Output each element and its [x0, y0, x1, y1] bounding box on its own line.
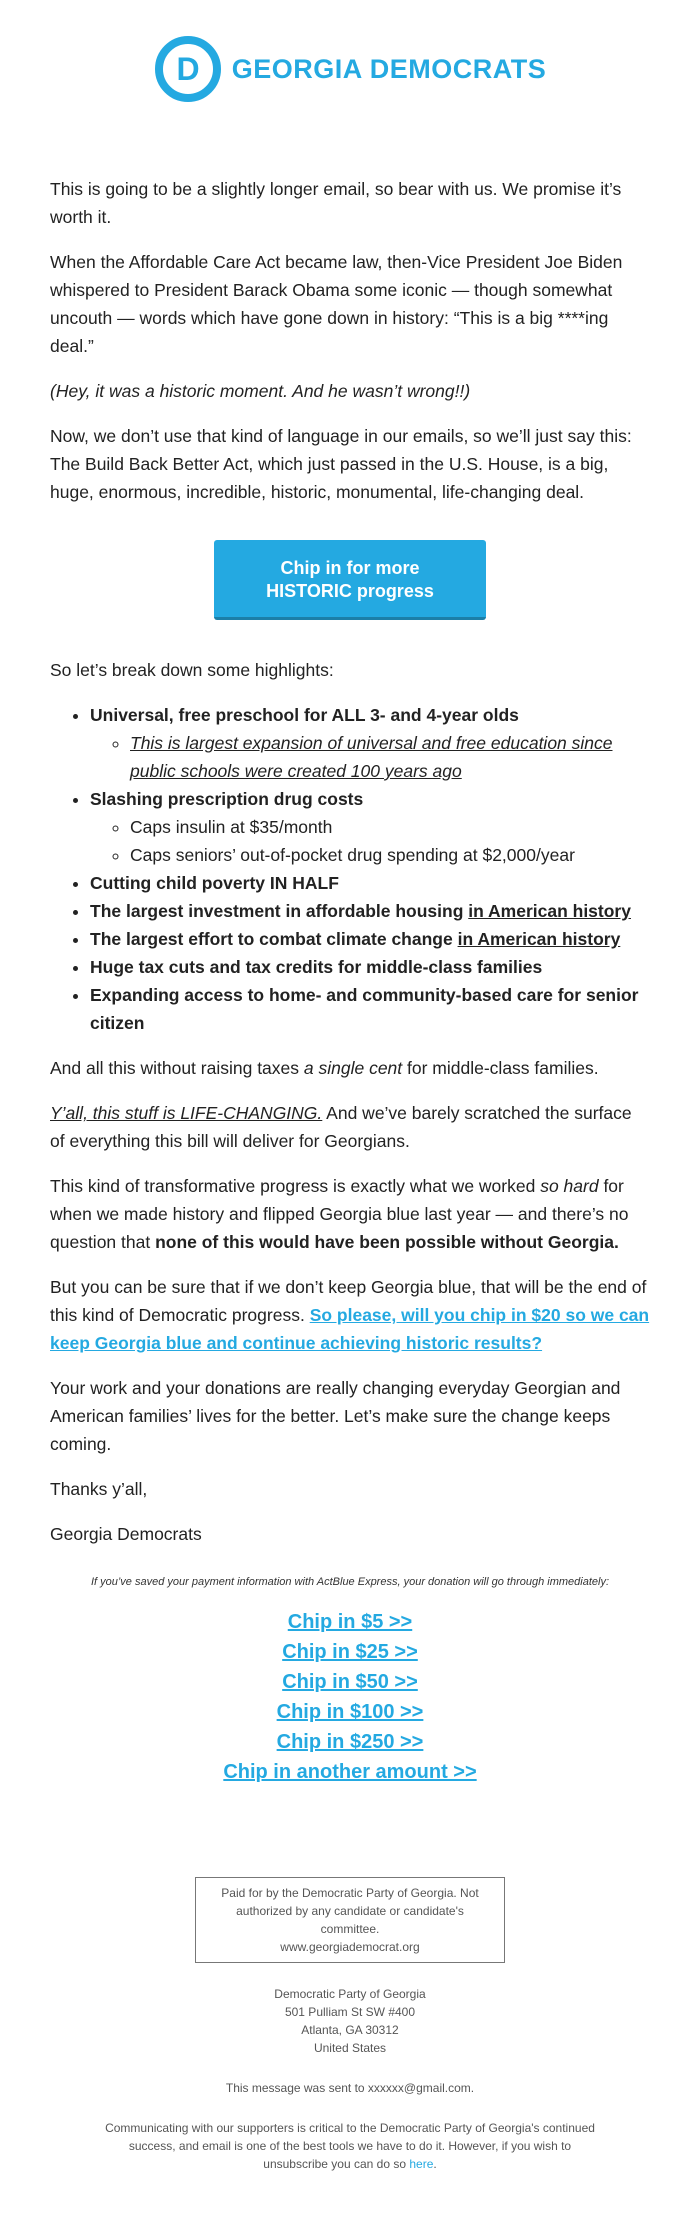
paragraph-no-taxes: And all this without raising taxes a single cent for middle-class families. [50, 1058, 599, 1078]
democrats-logo-icon [154, 35, 222, 103]
sub-list-item: ◦ Caps insulin at $35/month [130, 813, 650, 841]
list-item: • Universal, free preschool for ALL 3- and 4-year olds ◦ This is largest expansion of universal and free education since public schools were created 100 years ago [90, 701, 650, 785]
mailing-address: Democratic Party of Georgia 501 Pulliam St SW #400 Atlanta, GA 30312 United States [274, 1987, 426, 2055]
website-text: www.georgiademocrat.org [280, 1940, 420, 1954]
email-body [50, 175, 650, 1548]
email-container [50, 35, 650, 2173]
paragraph-thanks-work: Your work and your donations are really changing everyday Georgian and American families’ lives for the better. Let’s make sure the change keeps coming. [50, 1378, 621, 1454]
signoff: Thanks y’all, [50, 1479, 148, 1499]
paragraph-life-changing: Y’all, this stuff is LIFE-CHANGING. And we’ve barely scratched the surface of everything this bill will deliver for Georgians. [50, 1103, 632, 1151]
chip-in-other-link[interactable]: Chip in another amount >> [223, 1761, 477, 1783]
list-item: • Slashing prescription drug costs ◦ Caps insulin at $35/month ◦ Caps seniors’ out-of-pocket drug spending at $2,000/year [90, 785, 650, 869]
sub-list-item: ◦ Caps seniors’ out-of-pocket drug spending at $2,000/year [130, 841, 650, 869]
sent-to-notice: This message was sent to xxxxxx@gmail.com. [225, 2081, 475, 2095]
brand-name: GEORGIA DEMOCRATS [231, 53, 547, 84]
sub-list-item: ◦ This is largest expansion of universal and free education since public schools were created 100 years ago [130, 729, 650, 785]
actblue-note: If you’ve saved your payment information with ActBlue Express, your donation will go through immediately: [90, 1576, 610, 1588]
chip-in-20-link[interactable]: So please, will you chip in $20 so we can keep Georgia blue and continue achieving historic results? [50, 1305, 650, 1353]
list-item: • The largest investment in affordable housing in American history [90, 897, 650, 925]
chip-in-5-link[interactable]: Chip in $5 >> [287, 1611, 413, 1633]
list-item: • Expanding access to home- and community-based care for senior citizen [90, 981, 650, 1037]
highlights-list [50, 701, 650, 1037]
chip-in-25-link[interactable]: Chip in $25 >> [282, 1641, 418, 1663]
sub-list [90, 729, 650, 785]
list-item: • Huge tax cuts and tax credits for middle-class families [90, 953, 650, 981]
paid-for-disclaimer: Paid for by the Democratic Party of Georgia. Not authorized by any candidate or candidate's committee. www.georgiademocrat.org [195, 1877, 505, 1963]
paragraph-intro: This is going to be a slightly longer email, so bear with us. We promise it’s worth it. [50, 179, 622, 227]
donation-amounts [50, 1607, 650, 1787]
paragraph-highlights-intro: So let’s break down some highlights: [50, 660, 334, 680]
paragraph-progress: This kind of transformative progress is exactly what we worked so hard for when we made history and flipped Georgia blue last year — and there’s no question that none of this would have been possible without Georgia. [50, 1176, 629, 1252]
unsubscribe-notice: Communicating with our supporters is critical to the Democratic Party of Georgia's continued success, and email is one of the best tools we have to do it. However, if you wish to unsubscribe you can do so here. [105, 2121, 595, 2171]
chip-in-250-link[interactable]: Chip in $250 >> [276, 1731, 424, 1753]
sub-list [90, 813, 650, 869]
footer [50, 1787, 650, 2173]
paragraph-aside: (Hey, it was a historic moment. And he wasn’t wrong!!) [50, 381, 471, 401]
cta-wrapper [50, 540, 650, 620]
paragraph-aca-story: When the Affordable Care Act became law, then-Vice President Joe Biden whispered to President Barack Obama some iconic — though somewhat uncouth — words which have gone down in history: “This is a big ****ing deal.” [50, 252, 623, 356]
svg-text:D: D [176, 51, 200, 87]
paragraph-keep-blue: But you can be sure that if we don’t keep Georgia blue, that will be the end of this kind of Democratic progress. So please, will you chip in $20 so we can keep Georgia blue and continue achieving historic results? [50, 1277, 650, 1353]
signature: Georgia Democrats [50, 1524, 202, 1544]
paragraph-bbb-act: Now, we don’t use that kind of language in our emails, so we’ll just say this: The Build Back Better Act, which just passed in the U.S. House, is a big, huge, enormous, incredible, historic, monumental, life-changing deal. [50, 426, 632, 502]
list-item: • Cutting child poverty IN HALF [90, 869, 650, 897]
unsubscribe-link[interactable]: here [409, 2157, 434, 2171]
list-item: • The largest effort to combat climate change in American history [90, 925, 650, 953]
chip-in-historic-button[interactable]: Chip in for more HISTORIC progress [214, 540, 486, 620]
chip-in-100-link[interactable]: Chip in $100 >> [276, 1701, 424, 1723]
chip-in-50-link[interactable]: Chip in $50 >> [282, 1671, 418, 1693]
header-logo[interactable] [50, 35, 650, 103]
